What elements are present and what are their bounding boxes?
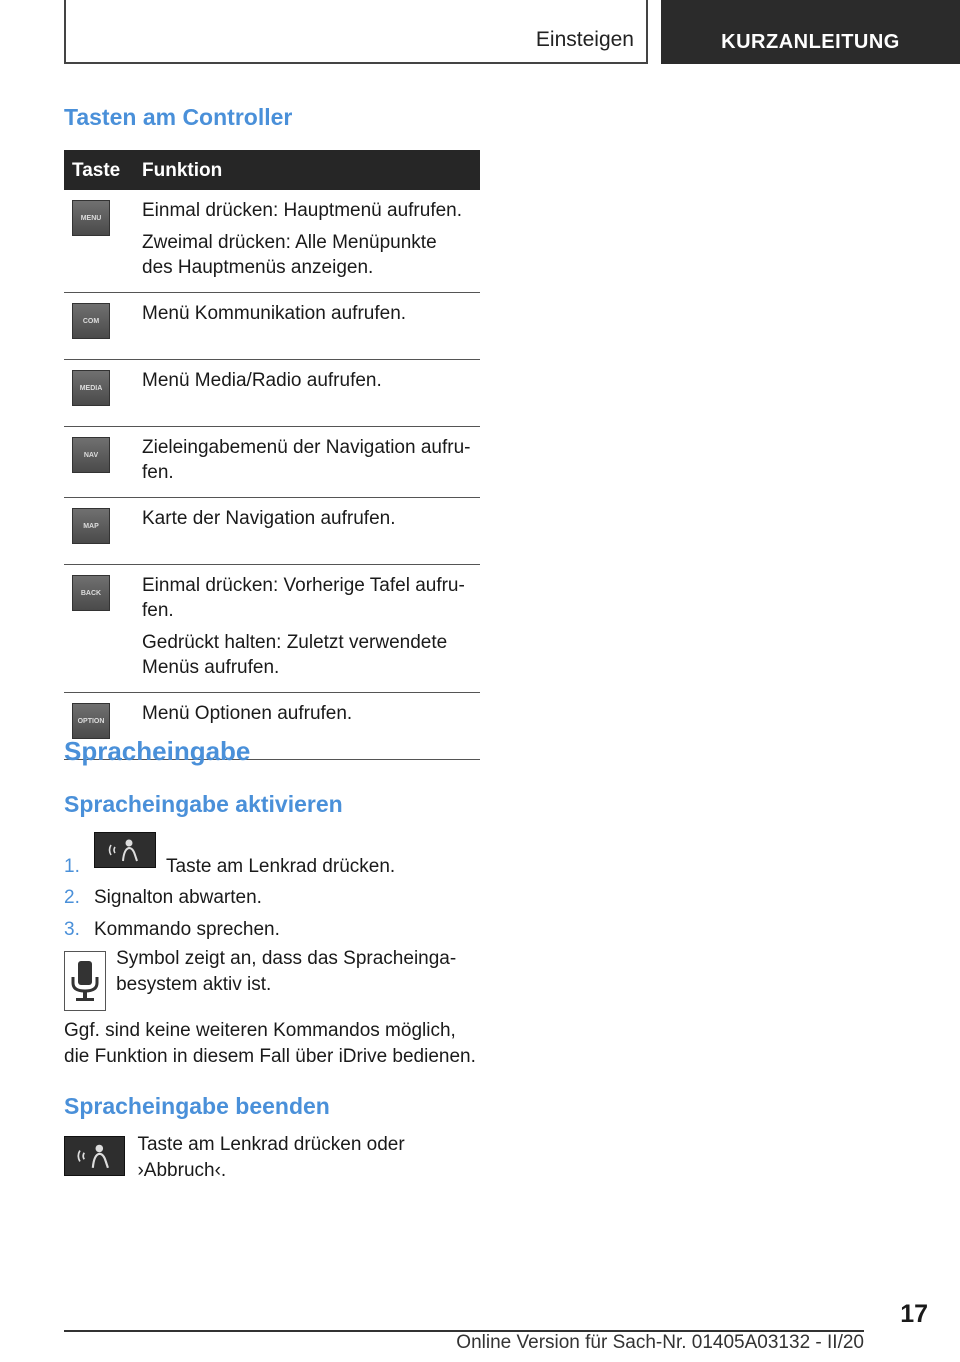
- controller-keys-table: [64, 150, 480, 760]
- step-number: 1.: [64, 856, 80, 877]
- nav-key-icon: NAV: [72, 437, 110, 473]
- function-text: Einmal drücken: Vorherige Tafel aufru-fen.: [142, 575, 465, 621]
- voice-activate-heading: Spracheingabe aktivieren: [64, 791, 343, 817]
- list-item: [64, 914, 484, 946]
- step-text: Signalton abwarten.: [94, 887, 262, 908]
- step-number: 2.: [64, 887, 80, 908]
- table-row: [64, 190, 480, 293]
- controller-heading: Tasten am Controller: [64, 104, 293, 130]
- function-text: Menü Kommunikation aufrufen.: [142, 303, 407, 324]
- col-function-header: Funktion: [140, 150, 480, 190]
- voice-end-text: Taste am Lenkrad drücken oder ›Abbruch‹.: [137, 1134, 405, 1181]
- voice-end-heading: Spracheingabe beenden: [64, 1093, 330, 1119]
- microphone-icon: [64, 951, 106, 1011]
- media-key-icon: MEDIA: [72, 370, 110, 406]
- steering-voice-key-icon: [94, 832, 156, 868]
- table-header-row: [64, 150, 480, 190]
- voice-end-row: [64, 1132, 484, 1184]
- step-text: Taste am Lenkrad drücken.: [166, 856, 396, 877]
- chapter-tab: KURZANLEITUNG: [661, 0, 960, 64]
- table-row: [64, 498, 480, 565]
- section-title: Einsteigen: [535, 28, 634, 51]
- function-text: Menü Media/Radio aufrufen.: [142, 370, 382, 391]
- step-number: 3.: [64, 919, 80, 940]
- function-text: Menü Optionen aufrufen.: [142, 703, 353, 724]
- table-row: [64, 427, 480, 498]
- list-item: [64, 838, 484, 882]
- table-row: [64, 360, 480, 427]
- footer-text: Online Version für Sach-Nr. 01405A03132 - II/20: [456, 1332, 864, 1353]
- function-text: Einmal drücken: Hauptmenü aufrufen.: [142, 200, 463, 221]
- menu-key-icon: MENU: [72, 200, 110, 236]
- function-text: Zweimal drücken: Alle Menüpunkte des Hauptmenüs anzeigen.: [142, 232, 437, 278]
- list-item: [64, 882, 484, 914]
- function-text: Zieleingabemenü der Navigation aufru-fen.: [142, 437, 471, 483]
- function-text: Karte der Navigation aufrufen.: [142, 508, 396, 529]
- page-number: 17: [900, 1300, 928, 1328]
- com-key-icon: COM: [72, 303, 110, 339]
- mic-note: [64, 946, 484, 1011]
- back-key-icon: BACK: [72, 575, 110, 611]
- col-key-header: Taste: [64, 150, 140, 190]
- hint-paragraph: Ggf. sind keine weiteren Kommandos möglich, die Funktion in diesem Fall über iDrive bedienen.: [64, 1020, 476, 1067]
- map-key-icon: MAP: [72, 508, 110, 544]
- mic-note-text: Symbol zeigt an, dass das Spracheinga-besystem aktiv ist.: [116, 948, 457, 995]
- steering-voice-key-icon: [64, 1136, 125, 1176]
- option-key-icon: OPTION: [72, 703, 110, 739]
- voice-heading: Spracheingabe: [64, 736, 251, 766]
- function-text: Gedrückt halten: Zuletzt verwendete Menüs aufrufen.: [142, 632, 448, 678]
- step-text: Kommando sprechen.: [94, 919, 280, 940]
- table-row: [64, 293, 480, 360]
- table-row: [64, 565, 480, 693]
- step-list: [64, 838, 484, 946]
